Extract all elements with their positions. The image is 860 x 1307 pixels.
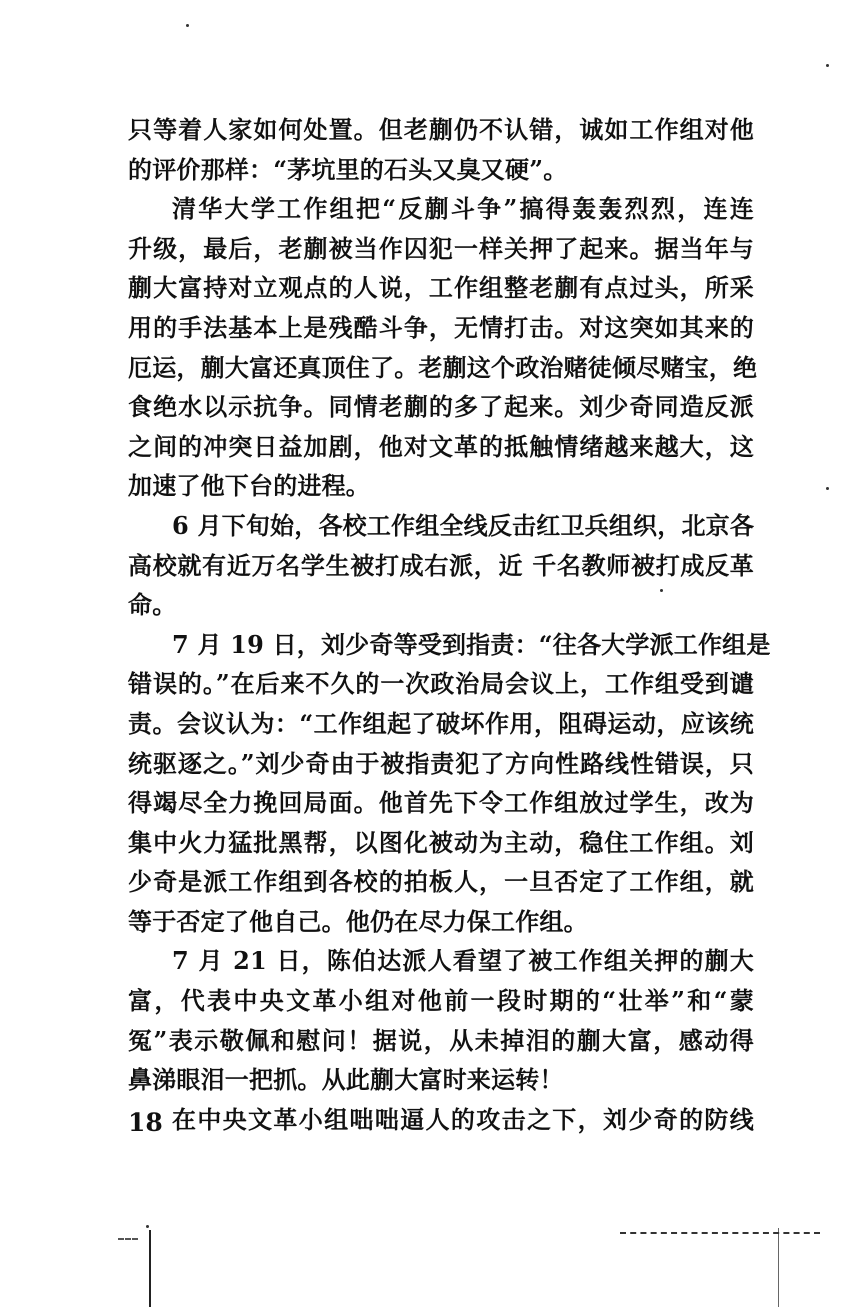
text-line: 命。 bbox=[128, 590, 177, 620]
text-line: 统驱逐之。”刘少奇由于被指责犯了方向性路线性错误，只 bbox=[128, 748, 754, 778]
scan-speck bbox=[826, 487, 829, 490]
text-line: 用的手法基本上是残酷斗争，无情打击。对这突如其来的 bbox=[128, 312, 754, 342]
text-line: 7 月 21 日，陈伯达派人看望了被工作组关押的蒯大 bbox=[172, 946, 754, 976]
text-line: 清华大学工作组把“反蒯斗争”搞得轰轰烈烈，连连 bbox=[172, 194, 754, 224]
text-line: 错误的。”在后来不久的一次政治局会议上，工作组受到谴 bbox=[128, 669, 754, 699]
text-line: 的评价那样：“茅坑里的石头又臭又硬”。 bbox=[128, 154, 568, 184]
scan-speck bbox=[660, 589, 663, 592]
scan-speck bbox=[826, 64, 829, 67]
body-text bbox=[128, 110, 771, 1139]
scan-edge-line bbox=[778, 1228, 779, 1307]
text-line: 责。会议认为：“工作组起了破坏作用，阻碍运动，应该统 bbox=[128, 708, 754, 738]
text-line: 等于否定了他自己。他仍在尽力保工作组。 bbox=[128, 906, 588, 936]
text-line: 冤”表示敬佩和慰问！据说，从未掉泪的蒯大富，感动得 bbox=[128, 1025, 754, 1055]
text-line: 富，代表中央文革小组对他前一段时期的“壮举”和“蒙 bbox=[128, 986, 754, 1016]
text-line: 食绝水以示抗争。同情老蒯的多了起来。刘少奇同造反派 bbox=[128, 392, 754, 422]
scan-edge-dash bbox=[118, 1238, 138, 1242]
scan-edge-line bbox=[149, 1230, 151, 1307]
text-line: 7 月 19 日，刘少奇等受到指责：“往各大学派工作组是 bbox=[172, 629, 771, 659]
text-line: 得竭尽全力挽回局面。他首先下令工作组放过学生，改为 bbox=[128, 788, 754, 818]
text-line: 只等着人家如何处置。但老蒯仍不认错，诚如工作组对他 bbox=[128, 115, 754, 144]
text-line: 之间的冲突日益加剧，他对文革的抵触情绪越来越大，这 bbox=[128, 431, 754, 461]
text-line: 少奇是派工作组到各校的拍板人，一旦否定了工作组，就 bbox=[128, 867, 754, 897]
scan-speck bbox=[186, 24, 189, 27]
text-line: 鼻涕眼泪一把抓。从此蒯大富时来运转！ bbox=[128, 1065, 564, 1095]
page-number: 18 bbox=[128, 1108, 163, 1137]
text-line: 加速了他下台的进程。 bbox=[128, 471, 370, 501]
text-line: 升级，最后，老蒯被当作囚犯一样关押了起来。据当年与 bbox=[128, 233, 754, 263]
text-line: 厄运，蒯大富还真顶住了。老蒯这个政治赌徒倾尽赌宝，绝 bbox=[128, 352, 758, 382]
text-line: 6 月下旬始，各校工作组全线反击红卫兵组织，北京各 bbox=[172, 510, 755, 540]
text-line: 在中央文革小组咄咄逼人的攻击之下，刘少奇的防线 bbox=[172, 1104, 754, 1134]
text-line: 高校就有近万名学生被打成右派，近 千名教师被打成反革 bbox=[128, 550, 754, 580]
scan-edge-dash bbox=[620, 1232, 820, 1236]
text-line: 蒯大富持对立观点的人说，工作组整老蒯有点过头，所采 bbox=[128, 273, 754, 303]
text-line: 集中火力猛批黑帮，以图化被动为主动，稳住工作组。刘 bbox=[128, 827, 754, 857]
scan-speck bbox=[146, 1225, 149, 1228]
